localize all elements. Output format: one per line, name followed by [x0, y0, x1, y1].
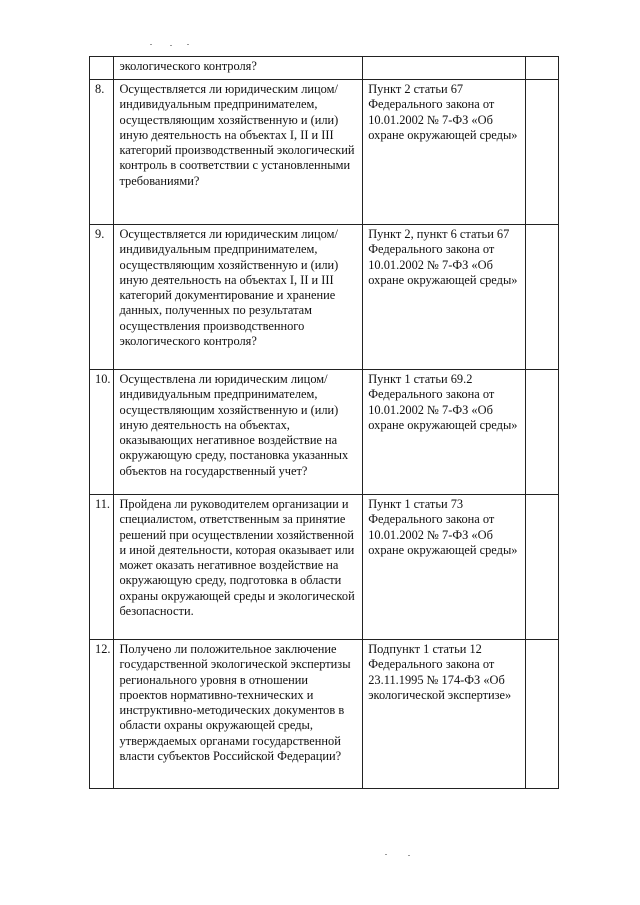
row-number: 11. — [90, 495, 114, 640]
row-number: 9. — [90, 225, 114, 370]
legal-basis-cell: Пункт 2 статьи 67 Федерального закона от 10.01.2002 № 7-ФЗ «Об охране окружающей среды» — [363, 80, 526, 225]
scan-speck — [408, 855, 410, 856]
scan-speck — [385, 854, 387, 855]
legal-basis-cell: Подпункт 1 статьи 12 Федерального закона от 23.11.1995 № 174-ФЗ «Об экологической экспертизе» — [363, 640, 526, 789]
inspection-checklist-table — [89, 56, 559, 789]
legal-basis-cell: Пункт 1 статьи 73 Федерального закона от 10.01.2002 № 7-ФЗ «Об охране окружающей среды» — [363, 495, 526, 640]
scan-speck — [170, 45, 172, 46]
legal-basis-cell: Пункт 2, пункт 6 статьи 67 Федерального закона от 10.01.2002 № 7-ФЗ «Об охране окружающей среды» — [363, 225, 526, 370]
answer-cell — [526, 80, 559, 225]
table-row — [90, 225, 559, 370]
answer-cell — [526, 57, 559, 80]
question-cell: Осуществляется ли юридическим лицом/индивидуальным предпринимателем, осуществляющим хозяйственную и (или) иную деятельность на объектах I, II и III категорий документирование и хранение данных, полученных по результатам осуществления производственного экологического контроля? — [114, 225, 363, 370]
row-number: 10. — [90, 370, 114, 495]
question-cell: экологического контроля? — [114, 57, 363, 80]
answer-cell — [526, 225, 559, 370]
answer-cell — [526, 495, 559, 640]
row-number — [90, 57, 114, 80]
table-row — [90, 495, 559, 640]
table-row — [90, 80, 559, 225]
question-cell: Получено ли положительное заключение государственной экологической экспертизы регионального уровня в отношении проектов нормативно-технических и инструктивно-методических документов в области охраны окружающей среды, утверждаемых органами государственной власти субъектов Российской Федерации? — [114, 640, 363, 789]
legal-basis-cell — [363, 57, 526, 80]
question-cell: Осуществляется ли юридическим лицом/индивидуальным предпринимателем, осуществляющим хозяйственную и (или) иную деятельность на объектах I, II и III категорий производственный экологический контроль в соответствии с установленными требованиями? — [114, 80, 363, 225]
question-cell: Осуществлена ли юридическим лицом/индивидуальным предпринимателем, осуществляющим хозяйственную и (или) иную деятельность на объектах, оказывающих негативное воздействие на окружающую среду, постановка указанных объектов на государственный учет? — [114, 370, 363, 495]
table-row — [90, 57, 559, 80]
legal-basis-cell: Пункт 1 статьи 69.2 Федерального закона от 10.01.2002 № 7-ФЗ «Об охране окружающей среды» — [363, 370, 526, 495]
scan-speck — [150, 44, 152, 45]
row-number: 12. — [90, 640, 114, 789]
table-row — [90, 370, 559, 495]
question-cell: Пройдена ли руководителем организации и специалистом, ответственным за принятие решений при осуществлении хозяйственной и иной деятельности, которая оказывает или может оказать негативное воздействие на окружающую среду, подготовка в области охраны окружающей среды и экологической безопасности. — [114, 495, 363, 640]
scan-speck — [187, 44, 189, 45]
row-number: 8. — [90, 80, 114, 225]
table-row — [90, 640, 559, 789]
answer-cell — [526, 640, 559, 789]
answer-cell — [526, 370, 559, 495]
